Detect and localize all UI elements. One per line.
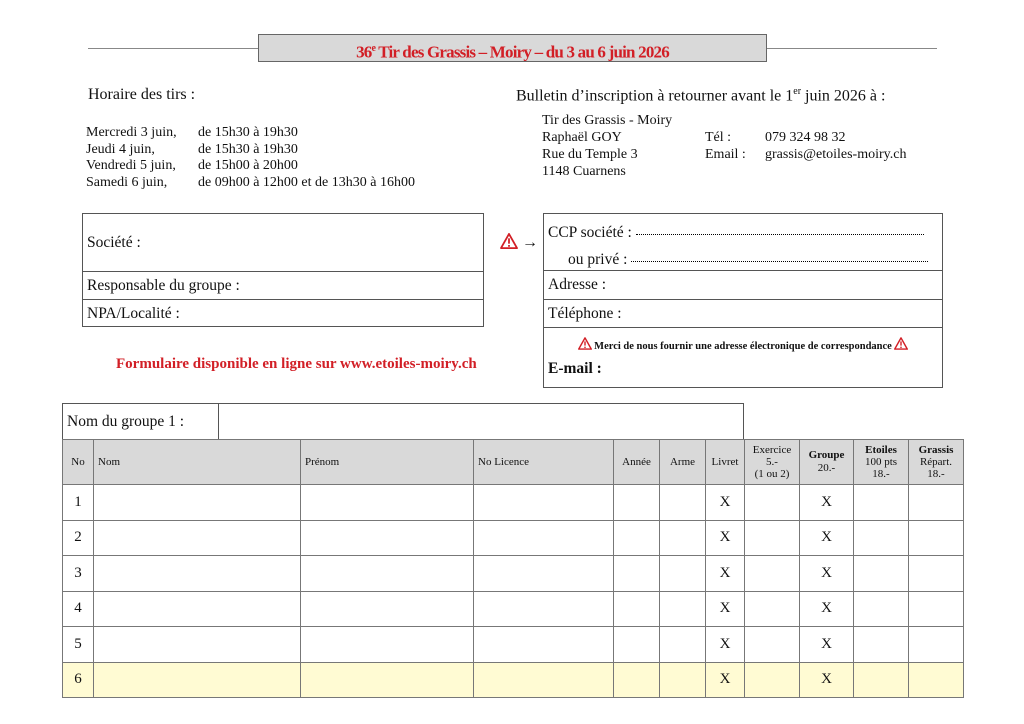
cell-groupe[interactable]: X <box>800 627 854 663</box>
warning-icon <box>894 337 908 350</box>
left-form <box>82 213 484 327</box>
cell-grassis[interactable] <box>909 662 964 698</box>
tel-label: Tél : <box>705 130 732 145</box>
warning-icon <box>578 337 592 350</box>
cell-licence[interactable] <box>474 662 614 698</box>
cell-livret[interactable]: X <box>706 662 745 698</box>
cell-prenom[interactable] <box>301 520 474 556</box>
header-arme: Arme <box>660 440 706 485</box>
table-row <box>63 662 964 698</box>
cell-annee[interactable] <box>614 520 660 556</box>
schedule-row: Mercredi 3 juin, de 15h30 à 19h30 <box>86 125 298 140</box>
cell-groupe[interactable]: X <box>800 485 854 521</box>
responsable-field[interactable]: Responsable du groupe : <box>83 271 483 299</box>
cell-etoiles[interactable] <box>854 662 909 698</box>
cell-exercice[interactable] <box>745 520 800 556</box>
cell-nom[interactable] <box>94 556 301 592</box>
address-line: 1148 Cuarnens <box>542 164 626 179</box>
prive-field[interactable]: ou privé : <box>544 242 942 270</box>
header-nom: Nom <box>94 440 301 485</box>
adresse-field[interactable]: Adresse : <box>544 270 942 299</box>
cell-annee[interactable] <box>614 485 660 521</box>
row-number: 6 <box>63 662 94 698</box>
schedule-row: Vendredi 5 juin, de 15h00 à 20h00 <box>86 158 298 173</box>
cell-nom[interactable] <box>94 662 301 698</box>
header-livret: Livret <box>706 440 745 485</box>
cell-prenom[interactable] <box>301 591 474 627</box>
cell-nom[interactable] <box>94 627 301 663</box>
header-grassis: Grassis Répart. 18.- <box>909 440 964 485</box>
cell-annee[interactable] <box>614 662 660 698</box>
cell-etoiles[interactable] <box>854 520 909 556</box>
telephone-field[interactable]: Téléphone : <box>544 299 942 327</box>
cell-exercice[interactable] <box>745 591 800 627</box>
bulletin-contact-labels <box>705 129 746 163</box>
header-annee: Année <box>614 440 660 485</box>
cell-prenom[interactable] <box>301 627 474 663</box>
cell-grassis[interactable] <box>909 520 964 556</box>
cell-etoiles[interactable] <box>854 485 909 521</box>
title-rule-left <box>88 48 258 49</box>
cell-licence[interactable] <box>474 520 614 556</box>
row-number: 5 <box>63 627 94 663</box>
cell-exercice[interactable] <box>745 662 800 698</box>
cell-arme[interactable] <box>660 520 706 556</box>
cell-licence[interactable] <box>474 591 614 627</box>
right-form <box>543 213 943 388</box>
email-label: Email : <box>705 147 746 162</box>
cell-licence[interactable] <box>474 627 614 663</box>
tel-value: 079 324 98 32 <box>765 130 846 145</box>
cell-prenom[interactable] <box>301 556 474 592</box>
cell-grassis[interactable] <box>909 627 964 663</box>
header-groupe: Groupe 20.- <box>800 440 854 485</box>
bulletin-contact-values <box>765 129 906 163</box>
cell-exercice[interactable] <box>745 627 800 663</box>
cell-arme[interactable] <box>660 485 706 521</box>
cell-livret[interactable]: X <box>706 556 745 592</box>
cell-livret[interactable]: X <box>706 520 745 556</box>
cell-exercice[interactable] <box>745 556 800 592</box>
cell-etoiles[interactable] <box>854 627 909 663</box>
cell-exercice[interactable] <box>745 485 800 521</box>
address-line: Raphaël GOY <box>542 130 622 145</box>
table-row <box>63 520 964 556</box>
cell-nom[interactable] <box>94 591 301 627</box>
cell-groupe[interactable]: X <box>800 520 854 556</box>
cell-arme[interactable] <box>660 556 706 592</box>
bulletin-heading: Bulletin d’inscription à retourner avant le 1er juin 2026 à : <box>516 86 886 105</box>
cell-arme[interactable] <box>660 627 706 663</box>
table-row <box>63 485 964 521</box>
header-no: No <box>63 440 94 485</box>
cell-grassis[interactable] <box>909 485 964 521</box>
table-row <box>63 591 964 627</box>
email-field[interactable]: E-mail : <box>548 360 602 377</box>
cell-licence[interactable] <box>474 556 614 592</box>
cell-annee[interactable] <box>614 627 660 663</box>
cell-grassis[interactable] <box>909 591 964 627</box>
row-number: 2 <box>63 520 94 556</box>
participants-table <box>62 439 964 698</box>
cell-prenom[interactable] <box>301 485 474 521</box>
cell-nom[interactable] <box>94 520 301 556</box>
merci-note: Merci de nous fournir une adresse électronique de correspondance <box>544 337 942 352</box>
header-prenom: Prénom <box>301 440 474 485</box>
address-line: Rue du Temple 3 <box>542 147 638 162</box>
group-name-input[interactable] <box>219 404 743 439</box>
arrow-right-icon: → <box>522 234 538 251</box>
address-line: Tir des Grassis - Moiry <box>542 113 673 128</box>
group-name-label: Nom du groupe 1 : <box>67 413 185 430</box>
header-etoiles: Etoiles 100 pts 18.- <box>854 440 909 485</box>
cell-etoiles[interactable] <box>854 591 909 627</box>
cell-groupe[interactable]: X <box>800 591 854 627</box>
schedule-list <box>86 125 415 191</box>
cell-etoiles[interactable] <box>854 556 909 592</box>
cell-arme[interactable] <box>660 662 706 698</box>
ccp-field[interactable]: CCP société : <box>544 214 942 242</box>
societe-field[interactable]: Société : <box>87 234 141 251</box>
cell-livret[interactable]: X <box>706 485 745 521</box>
cell-nom[interactable] <box>94 485 301 521</box>
cell-annee[interactable] <box>614 591 660 627</box>
cell-annee[interactable] <box>614 556 660 592</box>
page-title: 36e Tir des Grassis – Moiry – du 3 au 6 juin 2026 <box>258 34 767 62</box>
row-number: 4 <box>63 591 94 627</box>
schedule-row: Jeudi 4 juin, de 15h30 à 19h30 <box>86 141 298 157</box>
table-row <box>63 627 964 663</box>
bulletin-address <box>542 112 672 180</box>
table-header <box>63 440 964 485</box>
schedule-heading: Horaire des tirs : <box>88 86 196 103</box>
table-row <box>63 556 964 592</box>
row-number: 3 <box>63 556 94 592</box>
warning-arrow <box>500 233 542 251</box>
cell-prenom[interactable] <box>301 662 474 698</box>
header-licence: No Licence <box>474 440 614 485</box>
group-name-box <box>62 403 744 440</box>
row-number: 1 <box>63 485 94 521</box>
header-exercice: Exercice 5.- (1 ou 2) <box>745 440 800 485</box>
warning-icon <box>500 233 518 249</box>
email-value: grassis@etoiles-moiry.ch <box>765 147 907 162</box>
title-rule-right <box>767 48 937 49</box>
npa-field[interactable]: NPA/Localité : <box>83 299 483 327</box>
cell-livret[interactable]: X <box>706 627 745 663</box>
cell-groupe[interactable]: X <box>800 556 854 592</box>
cell-licence[interactable] <box>474 485 614 521</box>
schedule-row: Samedi 6 juin, de 09h00 à 12h00 et de 13h30 à 16h00 <box>86 174 415 190</box>
cell-groupe[interactable]: X <box>800 662 854 698</box>
cell-grassis[interactable] <box>909 556 964 592</box>
email-section <box>544 327 942 388</box>
online-form-note: Formulaire disponible en ligne sur www.etoiles-moiry.ch <box>116 356 477 372</box>
cell-livret[interactable]: X <box>706 591 745 627</box>
cell-arme[interactable] <box>660 591 706 627</box>
